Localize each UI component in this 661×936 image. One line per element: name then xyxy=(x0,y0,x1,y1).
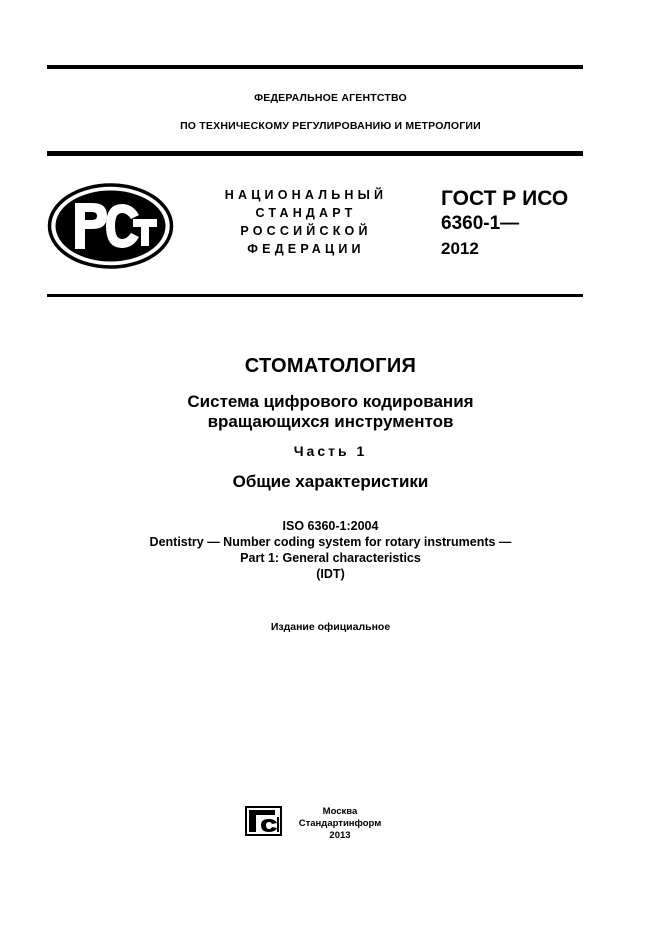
standartinform-logo-icon xyxy=(245,806,282,836)
publisher-year: 2013 xyxy=(329,830,351,841)
publisher-name: Стандартинформ xyxy=(298,818,382,829)
publisher-city: Москва xyxy=(322,806,358,817)
standard-block-rule xyxy=(47,294,583,297)
subtitle-line-2: вращающихся инструментов xyxy=(207,412,454,431)
part-title: Общие характеристики xyxy=(232,472,429,491)
national-line-3: РОССИЙСКОЙ xyxy=(240,224,372,238)
document-title: СТОМАТОЛОГИЯ xyxy=(244,355,417,377)
iso-idt: (IDT) xyxy=(316,567,345,581)
agency-line-2: ПО ТЕХНИЧЕСКОМУ РЕГУЛИРОВАНИЮ И МЕТРОЛОГИИ xyxy=(180,120,481,132)
national-line-2: СТАНДАРТ xyxy=(255,206,357,220)
iso-title-line-2: Part 1: General characteristics xyxy=(240,551,421,565)
iso-title-line-1: Dentistry — Number coding system for rotary instruments — xyxy=(149,535,512,549)
iso-number: ISO 6360-1:2004 xyxy=(282,519,379,533)
header-rule xyxy=(47,151,583,156)
gost-designation-line-1: ГОСТ Р ИСО xyxy=(441,187,569,210)
national-line-4: ФЕДЕРАЦИИ xyxy=(247,242,365,256)
agency-line-1: ФЕДЕРАЛЬНОЕ АГЕНТСТВО xyxy=(254,92,407,104)
rst-logo-icon xyxy=(47,183,174,269)
edition-label: Издание официальное xyxy=(270,621,391,633)
gost-designation-line-2: 6360-1— xyxy=(441,213,520,234)
subtitle-line-1: Система цифрового кодирования xyxy=(187,392,474,411)
top-rule xyxy=(47,65,583,69)
part-number: Часть 1 xyxy=(293,443,368,459)
gost-designation-line-3: 2012 xyxy=(441,239,479,258)
national-line-1: НАЦИОНАЛЬНЫЙ xyxy=(224,188,388,202)
